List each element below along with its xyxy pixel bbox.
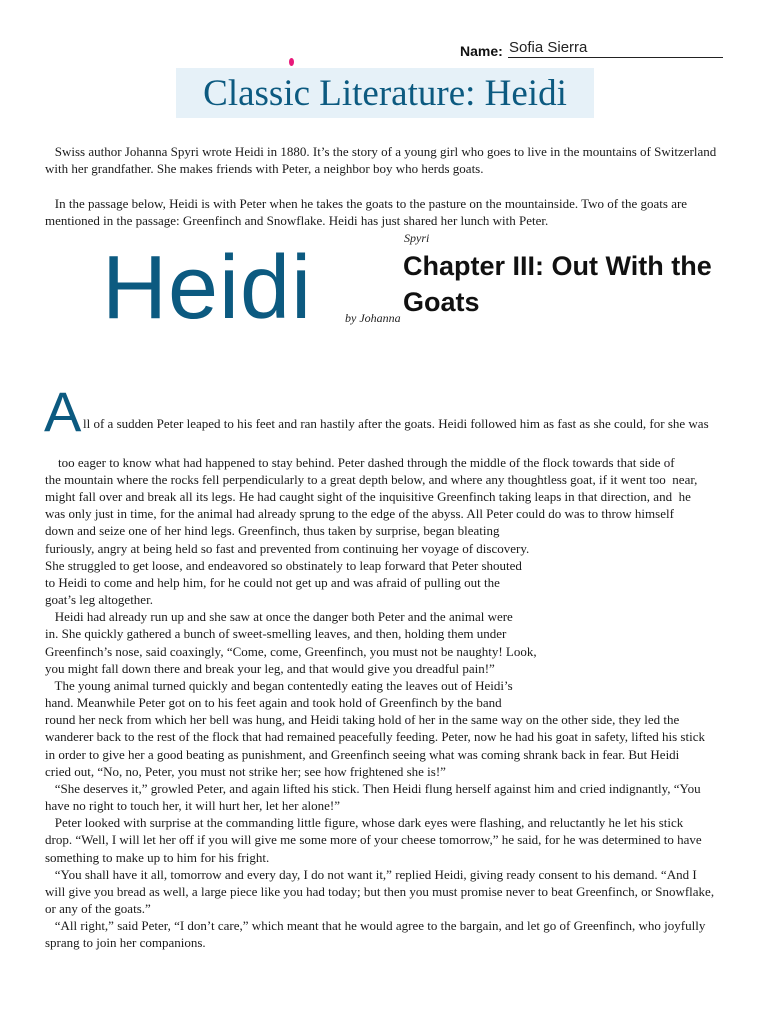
story-line: She struggled to get loose, and endeavored so obstinately to leap forward that Peter shouted (45, 558, 522, 573)
story-line: goat’s leg altogether. (45, 592, 153, 607)
name-label: Name: (460, 43, 503, 59)
story-line: will give you bread as well, a large piece like you had today; but then you must promise never to beat Greenfinch, or Snowflake, (45, 884, 715, 899)
story-line: down and seize one of her hind legs. Greenfinch, thus taken by surprise, began bleating (45, 523, 500, 538)
page-title: Classic Literature: Heidi (203, 73, 567, 114)
name-field[interactable] (460, 38, 722, 60)
intro-paragraph-2 (45, 195, 725, 229)
story-line: you might fall down there and break your leg, and that would give you dreadful pain!” (45, 661, 495, 676)
story-line: Greenfinch’s nose, said coaxingly, “Come, come, Greenfinch, you must not be naughty! Look, (45, 644, 537, 659)
story-line: hand. Meanwhile Peter got on to his feet again and took hold of Greenfinch by the band (45, 695, 502, 710)
intro-text-1: Swiss author Johanna Spyri wrote Heidi in 1880. It’s the story of a young girl who goes to live in the mountains of Switzerland with her grandfather. She makes friends with Peter, a neighbor boy who herds goats. (45, 144, 717, 176)
author-byline: by Johanna (345, 311, 401, 325)
chapter-title: Chapter III: Out With the Goats (403, 251, 712, 317)
story-line: Heidi had already run up and she saw at once the danger both Peter and the animal were (45, 609, 513, 624)
author-last-name: Spyri (404, 231, 430, 245)
name-value[interactable]: Sofia Sierra (508, 38, 723, 58)
story-line: Peter looked with surprise at the commanding little figure, whose dark eyes were flashing, and reluctantly he let his stick (45, 815, 684, 830)
story-line: round her neck from which her bell was hung, and Heidi taking hold of her in the same way on the other side, they led the (45, 712, 680, 727)
story-line: or any of the goats.” (45, 901, 151, 916)
story-line: drop. “Well, I will let her off if you will give me some more of your cheese tomorrow,” he said, for he was determined to have (45, 832, 702, 847)
story-line: “You shall have it all, tomorrow and every day, I do not want it,” replied Heidi, giving ready consent to his demand. “And I (45, 867, 697, 882)
story-line: in. She quickly gathered a bunch of sweet-smelling leaves, and then, holding them under (45, 626, 507, 641)
book-title: Heidi (102, 238, 313, 338)
intro-paragraph-1 (45, 143, 725, 177)
story-line: too eager to know what had happened to stay behind. Peter dashed through the middle of the flock towards that side of (45, 455, 675, 470)
pink-dot-mark (289, 58, 294, 66)
story-line: sprang to join her companions. (45, 935, 206, 950)
story-line: have no right to touch her, it will hurt her, let her alone!” (45, 798, 340, 813)
story-line: furiously, angry at being held so fast and prevented from continuing her voyage of discovery. (45, 541, 530, 556)
story-line: the mountain where the rocks fell perpendicularly to a great depth below, and where any thoughtless goat, if it went too near, (45, 472, 698, 487)
story-line: The young animal turned quickly and began contentedly eating the leaves out of Heidi’s (45, 678, 513, 693)
drop-cap: A (44, 380, 82, 443)
story-line: “All right,” said Peter, “I don’t care,” which meant that he would agree to the bargain, and let go of Greenfinch, who joyfully (45, 918, 706, 933)
story-line: “She deserves it,” growled Peter, and again lifted his stick. Then Heidi flung herself against him and cried indignantly, “You (45, 781, 701, 796)
title-banner (176, 68, 594, 118)
story-line: in order to give her a good beating as punishment, and Greenfinch seeing what was coming shrank back in fear. But Heidi (45, 747, 680, 762)
story-line: something to make up to him for his fright. (45, 850, 270, 865)
story-line: might fall over and break all its legs. He had caught sight of the inquisitive Greenfinch taking leaps in that direction, and he (45, 489, 691, 504)
story-line: was only just in time, for the animal had already sprung to the edge of the abyss. All Peter could do was to throw himself (45, 506, 674, 521)
intro-text-2: In the passage below, Heidi is with Peter when he takes the goats to the pasture on the mountainside. Two of the goats are mentioned in the passage: Greenfinch and Snowflake. Heidi has just shared her lunch with Peter. (45, 196, 688, 228)
story-line: wanderer back to the rest of the flock that had remained peacefully feeding. Peter, now he had his goat in safety, lifted his stick (45, 729, 705, 744)
first-line: ll of a sudden Peter leaped to his feet and ran hastily after the goats. Heidi followed him as fast as she could, for she was (83, 416, 709, 431)
story-line: cried out, “No, no, Peter, you must not strike her; see how frightened she is!” (45, 764, 446, 779)
story-line: to Heidi to come and help him, for he could not get up and was afraid of pulling out the (45, 575, 500, 590)
